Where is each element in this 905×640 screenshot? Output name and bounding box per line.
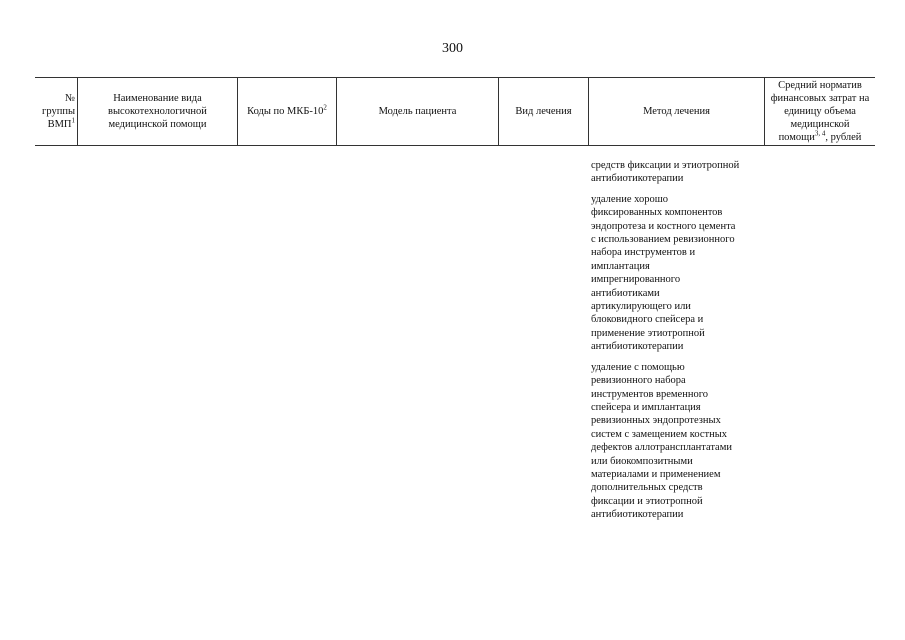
header-patient-model: Модель пациента [336,78,498,145]
treatment-method-cell [591,159,771,529]
method-paragraph: удаление хорошо фиксированных компонентов эндопротеза и костного цемента с использованием ревизионного набора инструментов и имплантация импрегнированного антибиотиками артикулирующего или блоковидного спейсера и применение этиотропной антибиотикотерапии [591,193,736,353]
header-cost-norm: Средний норматив финансовых затрат на единицу объема медицинской помощи$^{3, 4}$, рублей [764,78,875,145]
method-paragraph: удаление с помощью ревизионного набора инструментов временного спейсера и имплантация ревизионных эндопротезных систем с замещением костных дефектов аллотрансплантатами или биокомпозитными материалами и применением дополнительных средств фиксации и этиотропной антибиотикотерапии [591,361,732,521]
header-treatment-type: Вид лечения [498,78,588,145]
header-care-type-name: Наименование вида высокотехнологичной медицинской помощи [77,78,237,145]
page-number: 300 [442,41,463,56]
header-group-number-text: № группы ВМП$^1$ [42,93,75,130]
table-header [35,77,875,146]
header-group-number [35,78,77,145]
header-icd-codes: Коды по МКБ-$10^2$ [237,78,336,145]
header-treatment-method: Метод лечения [588,78,764,145]
method-paragraph: средств фиксации и этиотропной антибиотикотерапии [591,160,740,185]
